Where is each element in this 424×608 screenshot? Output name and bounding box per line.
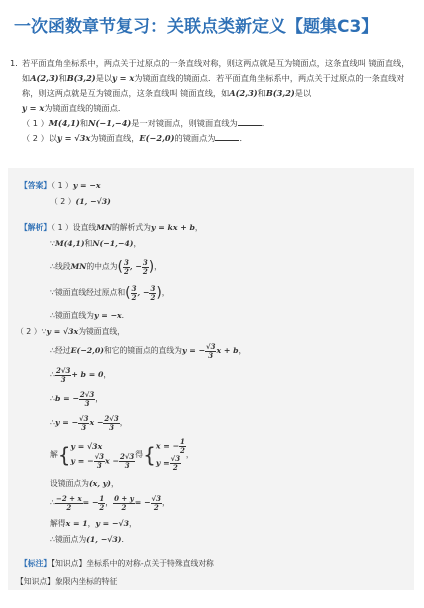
equation-system <box>71 440 136 470</box>
paren: ) <box>156 285 162 301</box>
para-text: 若平面直角坐标系中，两点关于过原点的一条直线对称，则这两点就是互为镜面点，这条直线叫 镜面直线，如 <box>22 58 410 83</box>
analysis-line-1 <box>20 222 203 234</box>
paren: ( <box>117 259 123 275</box>
fraction: $\frac{√3}{3}$ <box>79 413 89 432</box>
text: ， <box>87 519 96 528</box>
fraction: $\frac{2√3}{3}$ <box>55 365 71 384</box>
sub-question-2 <box>22 131 415 146</box>
para-text: 为镜面直线的镜面点．若平面直角坐标系中，两点关于过原点的一条直线对称，则这两点就是互为镜面点，这条直线叫 镜面直线，如 <box>22 73 405 98</box>
sub-prefix: （ 2 ） <box>50 197 76 206</box>
analysis-line-11 <box>50 438 194 472</box>
math: (1, −√3) <box>86 535 122 544</box>
fraction: $\frac{2√3}{3}$ <box>104 413 119 432</box>
math: y = kx + b <box>150 223 195 232</box>
math: E(−2,0) <box>70 346 104 355</box>
paren: ) <box>148 259 155 275</box>
math-point-a: A(2,3) <box>30 73 59 83</box>
sub-prefix: （ 1 ） <box>51 181 73 190</box>
question-paragraph <box>22 56 415 116</box>
text: ， <box>110 479 119 488</box>
text: ， <box>133 239 142 248</box>
fraction: $\frac{1}{2}$ <box>99 493 105 512</box>
question-body <box>22 56 415 146</box>
text: ， <box>162 498 170 507</box>
fraction: $\frac{√3}{3}$ <box>94 452 105 470</box>
fraction: $\frac{3}{2}$ <box>123 257 129 276</box>
text: ， <box>238 346 247 355</box>
analysis-line-2 <box>50 238 141 250</box>
para-text: 和 <box>257 88 266 98</box>
math: y = √3x <box>46 327 79 336</box>
page-title: 一次函数章节复习：关联点类新定义【题集C3】 <box>14 17 379 37</box>
text: 的中点为 <box>86 262 118 271</box>
math: y = − <box>70 456 94 466</box>
solution-panel <box>8 168 414 590</box>
fraction: $\frac{√3}{3}$ <box>205 341 216 360</box>
answer-line-2 <box>50 196 111 208</box>
math: + b = 0 <box>71 370 104 379</box>
knowledge-line <box>16 576 117 588</box>
math: M(4,1) <box>54 239 85 248</box>
fraction: $\frac{3}{2}$ <box>150 283 156 302</box>
fraction: $\frac{-2 + x}{2}$ <box>55 493 82 512</box>
text: ， <box>194 223 203 232</box>
text: ． <box>121 311 130 320</box>
note-line <box>20 558 214 570</box>
text: ， <box>119 418 128 427</box>
brace: { <box>57 443 71 467</box>
analysis-label: 【解析】 <box>20 223 52 232</box>
text: ∴ <box>50 370 55 379</box>
question-number: 1. <box>10 58 18 68</box>
fraction: $\frac{√3}{2}$ <box>151 493 162 512</box>
brace: { <box>143 443 156 467</box>
text: （ 2 ）∵ <box>16 327 47 336</box>
text: 为镜面直线， <box>78 327 125 336</box>
answer-blank[interactable] <box>238 117 262 126</box>
question-block <box>10 56 415 146</box>
analysis-line-13 <box>50 492 170 514</box>
para-text: 和 <box>58 73 67 83</box>
math: y = −√3 <box>95 519 130 528</box>
para-text: 是以 <box>95 73 113 83</box>
sub-prefix: （ 2 ）以 <box>22 133 57 143</box>
equation-solution <box>156 438 186 472</box>
text: ∴线段 <box>50 262 71 271</box>
answer-2: (1, −√3) <box>75 197 111 206</box>
math: MN <box>96 223 112 232</box>
sub-question-1 <box>22 116 415 131</box>
sub-prefix: （ 1 ） <box>22 118 49 128</box>
analysis-line-5 <box>50 310 129 322</box>
answer-line-1 <box>20 180 101 192</box>
text: ∴ <box>50 418 55 427</box>
math: x + b <box>216 346 239 355</box>
math-point-a: A(2,3) <box>229 88 258 98</box>
math-point-n: N(−1,−4) <box>88 118 132 128</box>
text: ∴镜面直线为 <box>50 311 94 320</box>
math-point-b: B(3,2) <box>66 73 96 83</box>
text: ∴ <box>50 498 55 507</box>
text: ， <box>185 450 194 459</box>
fraction: $\frac{3}{2}$ <box>142 257 148 276</box>
answer-blank[interactable] <box>215 132 239 141</box>
para-text: 为镜面直线， <box>90 133 140 143</box>
para-text: 和 <box>79 118 89 128</box>
math-line: y = x <box>22 103 45 113</box>
math: = − <box>82 498 99 507</box>
text: 得 <box>135 450 144 459</box>
paren: ( <box>125 285 131 301</box>
note-label: 【标注】 <box>20 559 52 568</box>
analysis-line-4: ∵镜面直线经过原点和( $\frac{3}{2}$ , − $\frac{3}{2}$ )， <box>50 283 170 302</box>
note-text: 【知识点】坐标系中的对称-点关于特殊直线对称 <box>51 559 214 568</box>
text: 设镜面点为 <box>50 479 89 488</box>
math-line: y = √3x <box>56 133 91 143</box>
fraction: $\frac{3}{2}$ <box>131 283 137 302</box>
math: N(−1,−4) <box>92 239 134 248</box>
math: y = −x <box>93 311 122 320</box>
analysis-line-14 <box>50 518 137 530</box>
para-text: 为镜面直线的镜面点． <box>44 103 127 113</box>
math: y = − <box>54 418 78 427</box>
math: x − <box>105 456 119 466</box>
math: (x, y) <box>88 479 111 488</box>
text: 解得 <box>50 519 66 528</box>
para-text: ． <box>239 133 248 143</box>
text: （ 1 ）设直线 <box>51 223 97 232</box>
text: 和 <box>84 239 93 248</box>
text: 解 <box>50 450 58 459</box>
analysis-line-6 <box>16 326 125 338</box>
analysis-line-10 <box>50 412 128 434</box>
answer-label: 【答案】 <box>20 181 52 190</box>
fraction: $\frac{2√3}{3}$ <box>119 452 135 470</box>
fraction: $\frac{1}{2}$ <box>179 437 185 455</box>
math: x − <box>89 418 104 427</box>
text: ， <box>129 519 137 528</box>
text: ， <box>154 262 162 271</box>
math-point-e: E(−2,0) <box>139 133 175 143</box>
text: ， <box>105 498 114 507</box>
knowledge-text: 【知识点】象限内坐标的特征 <box>16 577 118 586</box>
para-text: ． <box>261 118 270 128</box>
text: ． <box>121 535 130 544</box>
math: b = − <box>54 394 79 403</box>
text: ∵ <box>50 239 55 248</box>
math-line: y = x <box>112 73 135 83</box>
math: y = <box>155 458 170 468</box>
math-point-m: M(4,1) <box>48 118 80 128</box>
analysis-line-9 <box>50 388 103 410</box>
text: ∵镜面直线经过原点和 <box>50 288 126 297</box>
text: ， <box>161 288 170 297</box>
text: 的解析式为 <box>111 223 151 232</box>
analysis-line-3: ∴线段MN的中点为( $\frac{3}{2}$ , − $\frac{3}{2}$ )， <box>50 257 162 276</box>
text: ， <box>103 370 112 379</box>
text: ∴ <box>50 394 55 403</box>
analysis-line-8 <box>50 364 111 386</box>
analysis-line-12 <box>50 478 119 490</box>
math: x = 1 <box>65 519 88 528</box>
text: 和它的镜面点的直线为 <box>103 346 182 355</box>
analysis-line-7 <box>50 340 246 362</box>
math: x = − <box>155 441 179 451</box>
para-text: 是一对镜面点，则镜面直线为 <box>131 118 238 128</box>
text: ， <box>95 394 104 403</box>
para-text: 是以 <box>294 88 312 98</box>
fraction: $\frac{2√3}{3}$ <box>79 389 95 408</box>
math: y = − <box>181 346 205 355</box>
math: = − <box>134 498 151 507</box>
math-point-b: B(3,2) <box>265 88 295 98</box>
text: ∴镜面点为 <box>50 535 87 544</box>
answer-1: y = −x <box>72 181 101 190</box>
para-text: 的镜面点为 <box>174 133 216 143</box>
fraction: $\frac{√3}{2}$ <box>170 454 181 472</box>
math: y = √3x <box>70 442 103 451</box>
analysis-line-15 <box>50 534 129 546</box>
math: MN <box>70 262 87 271</box>
text: ∴经过 <box>50 346 71 355</box>
fraction: $\frac{0 + y}{2}$ <box>114 493 134 512</box>
